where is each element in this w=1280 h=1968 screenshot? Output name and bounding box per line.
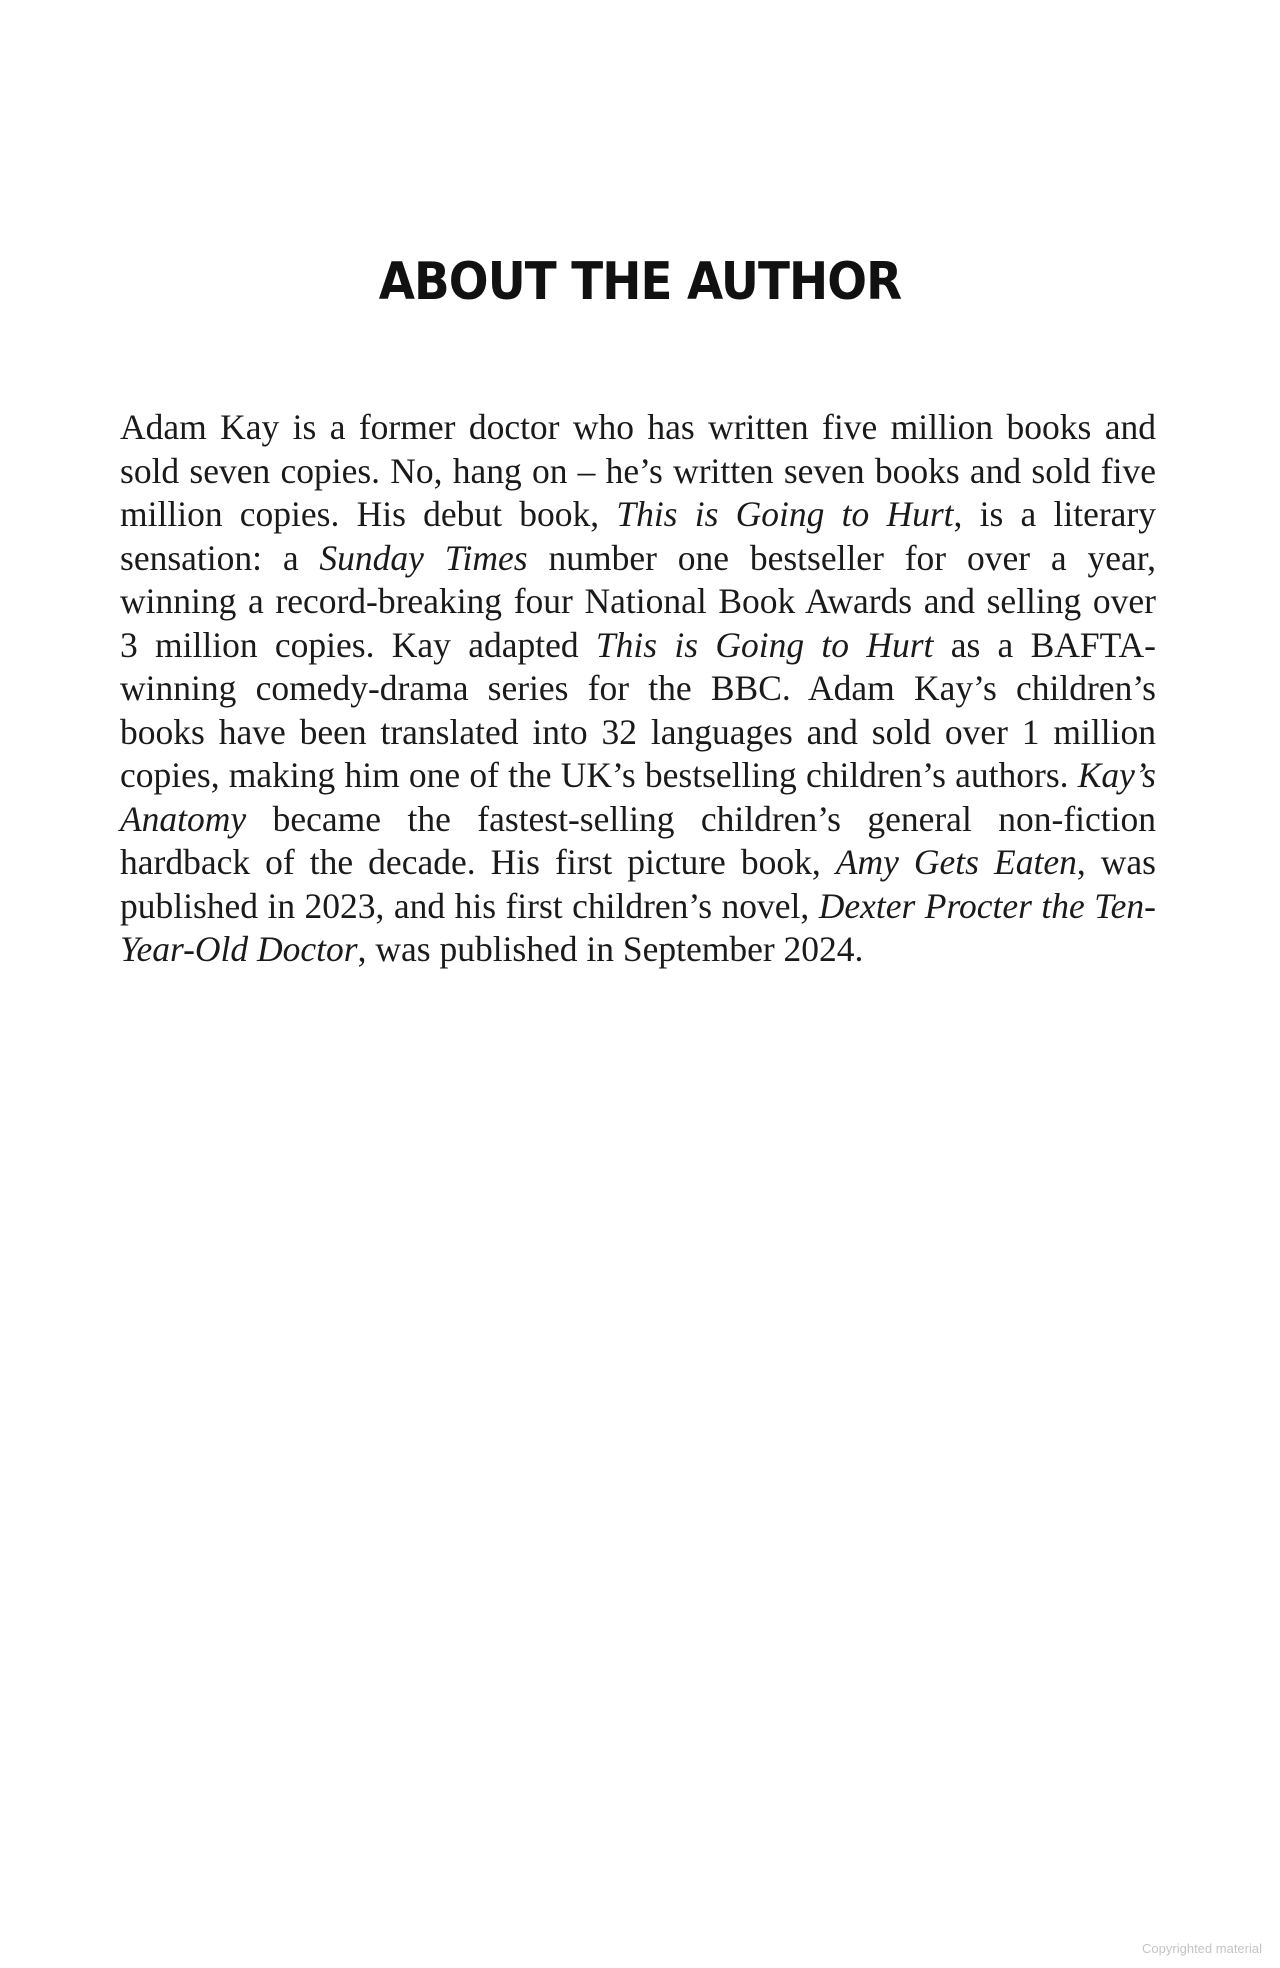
bio-text-segment: , is a literary sensation: a (120, 494, 1156, 578)
bio-text-segment: number one bestseller for over a year, winning a record-breaking four National Book Awards and selling over 3 million copies. Kay adapted (120, 537, 1156, 665)
page-heading: ABOUT THE AUTHOR (378, 252, 902, 312)
bio-text-segment: , was published in 2023, and his first children’s novel, (120, 842, 1156, 926)
book-title-italic: Sunday Times (319, 537, 528, 578)
book-title-italic: This is Going to Hurt (616, 494, 954, 534)
bio-text-segment: , was published in September 2024. (357, 929, 864, 969)
book-title-italic: Dexter Procter the Ten-Year-Old Doctor (120, 885, 1156, 969)
book-title-italic: This is Going to Hurt (595, 624, 934, 665)
bio-text-segment: became the fastest-selling children’s general non-fiction hardback of the decade. His first picture book, (120, 798, 1156, 882)
copyright-watermark: Copyrighted material (1142, 1941, 1262, 1956)
author-bio-paragraph (120, 406, 1156, 972)
book-title-italic: Amy Gets Eaten (835, 842, 1077, 882)
bio-text-segment: as a BAFTA-winning comedy-drama series for the BBC. Adam Kay’s children’s books have been translated into 32 languages and sold over 1 million copies, making him one of the UK’s bestselling children’s authors. (120, 624, 1156, 795)
book-title-italic: Kay’s Anatomy (120, 755, 1156, 839)
bio-text-segment: Adam Kay is a former doctor who has written five million books and sold seven copies. No, hang on – he’s written seven books and sold five million copies. His debut book, (120, 407, 1156, 534)
